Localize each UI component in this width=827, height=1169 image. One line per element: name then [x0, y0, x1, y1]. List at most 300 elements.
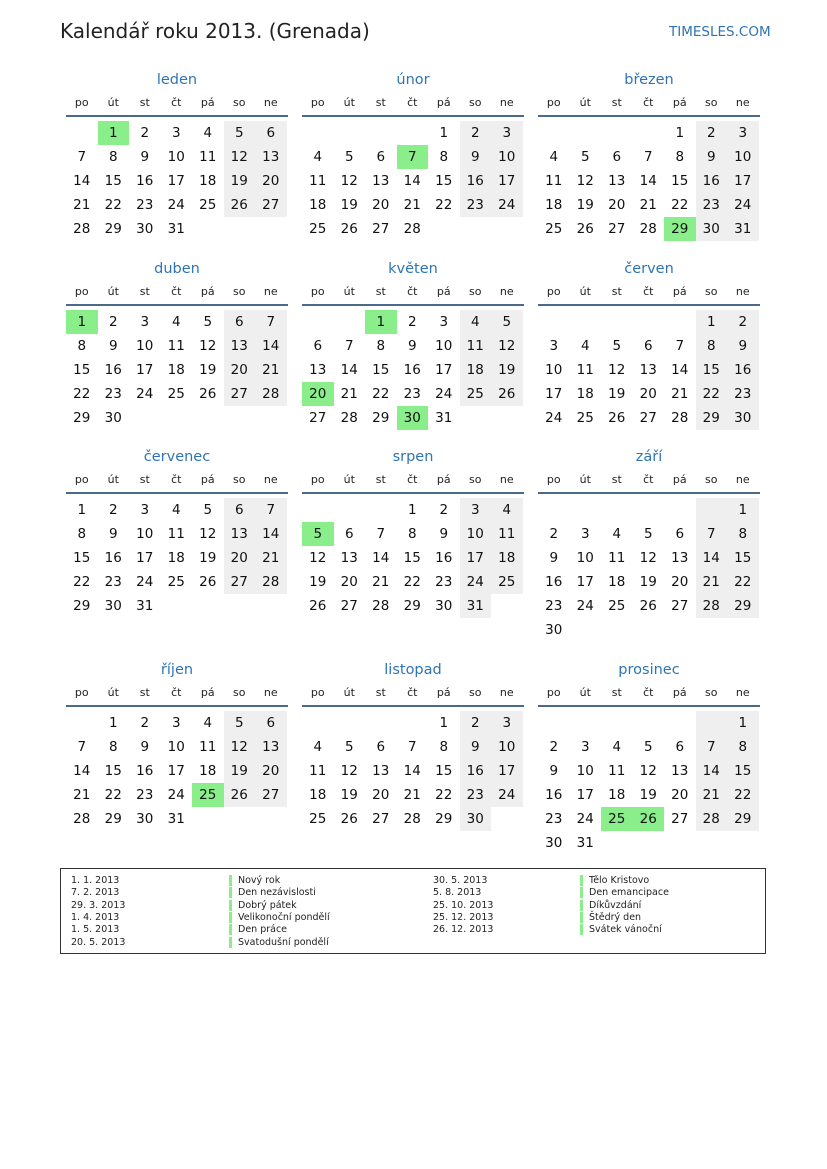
day-cell: 18 — [167, 550, 185, 566]
holiday-day-cell: 25 — [192, 783, 224, 807]
weekday-header: út — [107, 285, 119, 298]
holiday-day-cell: 1 — [98, 121, 130, 145]
day-cell: 31 — [576, 835, 594, 851]
header-rule — [66, 304, 288, 306]
day-cell: 16 — [545, 574, 563, 590]
legend-holiday-name: Dobrý pátek — [229, 900, 297, 911]
day-cell: 23 — [104, 574, 122, 590]
day-cell: 11 — [545, 173, 563, 189]
day-cell: 16 — [104, 362, 122, 378]
weekday-header: so — [705, 285, 718, 298]
day-cell: 9 — [407, 338, 417, 354]
day-cell: 2 — [108, 502, 118, 518]
day-cell: 23 — [460, 193, 492, 217]
holiday-legend — [60, 868, 766, 954]
month-name: září — [635, 449, 663, 465]
day-cell: 13 — [608, 173, 626, 189]
day-cell: 10 — [167, 739, 185, 755]
day-cell: 8 — [376, 338, 386, 354]
day-cell: 16 — [403, 362, 421, 378]
day-cell: 9 — [460, 735, 492, 759]
weekday-header: ne — [263, 473, 278, 486]
day-cell: 2 — [549, 526, 559, 542]
day-cell: 3 — [171, 125, 181, 141]
header-rule — [302, 492, 524, 494]
month-červenec — [66, 449, 288, 625]
day-cell: 12 — [309, 550, 327, 566]
day-cell: 3 — [439, 314, 449, 330]
day-cell: 6 — [224, 498, 256, 522]
day-cell: 17 — [460, 546, 492, 570]
weekday-header: čt — [643, 473, 654, 486]
day-cell: 5 — [344, 739, 354, 755]
day-cell: 11 — [309, 173, 327, 189]
day-cell: 7 — [675, 338, 685, 354]
day-cell: 4 — [171, 314, 181, 330]
day-cell: 3 — [460, 498, 492, 522]
day-cell: 19 — [199, 550, 217, 566]
weekday-header: ne — [499, 473, 514, 486]
day-cell: 2 — [696, 121, 728, 145]
day-cell: 11 — [576, 362, 594, 378]
day-cell: 24 — [167, 787, 185, 803]
day-cell: 11 — [309, 763, 327, 779]
day-cell: 12 — [340, 173, 358, 189]
day-cell: 23 — [435, 574, 453, 590]
weekday-header: po — [310, 473, 325, 486]
day-cell: 11 — [608, 763, 626, 779]
day-cell: 19 — [199, 362, 217, 378]
day-cell: 2 — [727, 310, 759, 334]
day-cell: 10 — [545, 362, 563, 378]
day-cell: 29 — [696, 406, 728, 430]
day-cell: 1 — [439, 125, 449, 141]
weekday-header: po — [74, 686, 89, 699]
weekday-header: so — [233, 473, 246, 486]
weekday-header: pá — [672, 96, 687, 109]
day-cell: 28 — [403, 811, 421, 827]
day-cell: 2 — [140, 125, 150, 141]
day-cell: 16 — [460, 759, 492, 783]
day-cell: 11 — [491, 522, 523, 546]
day-cell: 17 — [545, 386, 563, 402]
day-cell: 18 — [576, 386, 594, 402]
day-cell: 30 — [136, 221, 154, 237]
day-cell: 6 — [643, 338, 653, 354]
header-rule — [66, 705, 288, 707]
day-cell: 24 — [545, 410, 563, 426]
month-name: květen — [388, 261, 438, 277]
weekday-header: ne — [735, 686, 750, 699]
day-cell: 6 — [376, 149, 386, 165]
header-rule — [538, 304, 760, 306]
day-cell: 27 — [671, 811, 689, 827]
legend-date: 1. 1. 2013 — [71, 875, 120, 886]
day-cell: 12 — [608, 362, 626, 378]
day-cell: 15 — [435, 173, 453, 189]
day-cell: 21 — [73, 787, 91, 803]
legend-holiday-name: Den práce — [229, 924, 287, 935]
day-cell: 8 — [675, 149, 685, 165]
day-cell: 4 — [203, 125, 213, 141]
legend-date: 25. 12. 2013 — [433, 911, 494, 923]
header-rule — [302, 304, 524, 306]
day-cell: 1 — [696, 310, 728, 334]
weekday-header: po — [546, 96, 561, 109]
day-cell: 9 — [108, 338, 118, 354]
day-cell: 14 — [255, 334, 287, 358]
day-cell: 15 — [671, 173, 689, 189]
day-cell: 25 — [576, 410, 594, 426]
day-cell: 20 — [639, 386, 657, 402]
day-cell: 11 — [199, 149, 217, 165]
weekend-blank-cell — [696, 498, 728, 522]
weekday-header: pá — [436, 96, 451, 109]
day-cell: 10 — [727, 145, 759, 169]
weekday-header: st — [611, 686, 622, 699]
day-cell: 5 — [643, 526, 653, 542]
month-name: listopad — [384, 662, 442, 678]
legend-date: 7. 2. 2013 — [71, 887, 120, 899]
day-cell: 27 — [309, 410, 327, 426]
day-cell: 10 — [491, 735, 523, 759]
day-cell: 14 — [372, 550, 390, 566]
day-cell: 9 — [108, 526, 118, 542]
day-cell: 19 — [576, 197, 594, 213]
day-cell: 8 — [696, 334, 728, 358]
day-cell: 28 — [639, 221, 657, 237]
weekday-header: čt — [643, 285, 654, 298]
day-cell: 9 — [439, 526, 449, 542]
day-cell: 25 — [309, 221, 327, 237]
day-cell: 7 — [344, 338, 354, 354]
day-cell: 6 — [344, 526, 354, 542]
day-cell: 2 — [140, 715, 150, 731]
day-cell: 4 — [549, 149, 559, 165]
day-cell: 4 — [491, 498, 523, 522]
day-cell: 26 — [639, 598, 657, 614]
day-cell: 17 — [136, 550, 154, 566]
weekday-header: so — [705, 473, 718, 486]
day-cell: 12 — [340, 763, 358, 779]
day-cell: 14 — [340, 362, 358, 378]
weekday-header: út — [343, 686, 355, 699]
day-cell: 8 — [77, 338, 87, 354]
day-cell: 24 — [491, 783, 523, 807]
weekday-header: út — [343, 473, 355, 486]
weekday-header: pá — [436, 285, 451, 298]
day-cell: 22 — [435, 197, 453, 213]
day-cell: 26 — [309, 598, 327, 614]
day-cell: 6 — [313, 338, 323, 354]
holiday-day-cell: 1 — [66, 310, 98, 334]
day-cell: 27 — [372, 221, 390, 237]
day-cell: 22 — [696, 382, 728, 406]
day-cell: 3 — [580, 739, 590, 755]
page-title: Kalendář roku 2013. (Grenada) — [60, 19, 370, 43]
day-cell: 22 — [73, 386, 91, 402]
weekday-header: so — [469, 473, 482, 486]
day-cell: 22 — [104, 197, 122, 213]
day-cell: 21 — [340, 386, 358, 402]
weekday-header: ne — [263, 686, 278, 699]
day-cell: 27 — [639, 410, 657, 426]
month-říjen — [66, 662, 288, 838]
day-cell: 30 — [696, 217, 728, 241]
brand-link[interactable]: TIMESLES.COM — [669, 24, 771, 40]
day-cell: 27 — [372, 811, 390, 827]
day-cell: 25 — [608, 598, 626, 614]
day-cell: 23 — [403, 386, 421, 402]
day-cell: 23 — [460, 783, 492, 807]
weekday-header: pá — [200, 473, 215, 486]
day-cell: 31 — [727, 217, 759, 241]
day-cell: 29 — [104, 811, 122, 827]
weekday-header: po — [74, 473, 89, 486]
weekday-header: pá — [672, 285, 687, 298]
header-rule — [66, 115, 288, 117]
day-cell: 3 — [549, 338, 559, 354]
day-cell: 17 — [167, 173, 185, 189]
day-cell: 12 — [639, 763, 657, 779]
day-cell: 7 — [77, 149, 87, 165]
month-září — [538, 449, 760, 638]
month-name: únor — [396, 72, 430, 88]
day-cell: 11 — [167, 526, 185, 542]
day-cell: 12 — [224, 145, 256, 169]
weekday-header: po — [546, 686, 561, 699]
day-cell: 1 — [727, 711, 759, 735]
day-cell: 27 — [255, 783, 287, 807]
day-cell: 31 — [460, 594, 492, 618]
day-cell: 25 — [460, 382, 492, 406]
day-cell: 10 — [136, 338, 154, 354]
day-cell: 16 — [104, 550, 122, 566]
day-cell: 17 — [167, 763, 185, 779]
weekday-header: čt — [407, 686, 418, 699]
day-cell: 12 — [199, 526, 217, 542]
weekday-header: ne — [735, 473, 750, 486]
day-cell: 18 — [309, 787, 327, 803]
day-cell: 16 — [696, 169, 728, 193]
day-cell: 10 — [491, 145, 523, 169]
day-cell: 13 — [255, 735, 287, 759]
weekday-header: pá — [436, 686, 451, 699]
day-cell: 12 — [576, 173, 594, 189]
weekday-header: ne — [735, 285, 750, 298]
day-cell: 30 — [460, 807, 492, 831]
day-cell: 14 — [73, 763, 91, 779]
month-červen — [538, 261, 760, 437]
day-cell: 15 — [403, 550, 421, 566]
weekday-header: po — [310, 285, 325, 298]
day-cell: 7 — [407, 739, 417, 755]
day-cell: 13 — [639, 362, 657, 378]
day-cell: 30 — [545, 622, 563, 638]
day-cell: 18 — [608, 574, 626, 590]
day-cell: 12 — [199, 338, 217, 354]
day-cell: 6 — [224, 310, 256, 334]
weekday-header: so — [705, 686, 718, 699]
day-cell: 23 — [545, 598, 563, 614]
day-cell: 7 — [376, 526, 386, 542]
day-cell: 15 — [435, 763, 453, 779]
weekday-header: po — [74, 285, 89, 298]
day-cell: 3 — [580, 526, 590, 542]
month-prosinec — [538, 662, 760, 851]
weekday-header: so — [469, 686, 482, 699]
day-cell: 28 — [73, 811, 91, 827]
day-cell: 5 — [203, 502, 213, 518]
day-cell: 11 — [199, 739, 217, 755]
day-cell: 21 — [671, 386, 689, 402]
day-cell: 1 — [439, 715, 449, 731]
weekday-header: po — [74, 96, 89, 109]
day-cell: 4 — [612, 526, 622, 542]
day-cell: 6 — [675, 526, 685, 542]
day-cell: 21 — [403, 197, 421, 213]
day-cell: 14 — [639, 173, 657, 189]
day-cell: 20 — [224, 358, 256, 382]
month-leden — [66, 72, 288, 248]
day-cell: 28 — [340, 410, 358, 426]
header-rule — [66, 492, 288, 494]
day-cell: 2 — [460, 711, 492, 735]
day-cell: 9 — [140, 149, 150, 165]
day-cell: 19 — [608, 386, 626, 402]
day-cell: 26 — [491, 382, 523, 406]
day-cell: 22 — [435, 787, 453, 803]
legend-holiday-name: Díkůvzdání — [580, 900, 641, 911]
day-cell: 9 — [727, 334, 759, 358]
day-cell: 8 — [727, 522, 759, 546]
legend-date: 1. 5. 2013 — [71, 924, 120, 936]
header-rule — [302, 115, 524, 117]
day-cell: 23 — [696, 193, 728, 217]
legend-date: 5. 8. 2013 — [433, 887, 482, 899]
day-cell: 19 — [224, 759, 256, 783]
weekday-header: út — [579, 473, 591, 486]
day-cell: 5 — [224, 711, 256, 735]
day-cell: 18 — [167, 362, 185, 378]
day-cell: 26 — [576, 221, 594, 237]
day-cell: 8 — [77, 526, 87, 542]
day-cell: 6 — [612, 149, 622, 165]
day-cell: 20 — [224, 546, 256, 570]
day-cell: 29 — [435, 811, 453, 827]
day-cell: 24 — [727, 193, 759, 217]
weekday-header: po — [546, 285, 561, 298]
day-cell: 13 — [671, 550, 689, 566]
day-cell: 24 — [576, 598, 594, 614]
weekday-header: ne — [499, 96, 514, 109]
day-cell: 19 — [639, 574, 657, 590]
day-cell: 8 — [108, 739, 118, 755]
weekday-header: po — [310, 96, 325, 109]
day-cell: 23 — [136, 787, 154, 803]
month-name: březen — [624, 72, 674, 88]
day-cell: 8 — [727, 735, 759, 759]
weekday-header: ne — [499, 285, 514, 298]
weekday-header: pá — [200, 686, 215, 699]
weekday-header: so — [233, 96, 246, 109]
day-cell: 25 — [167, 386, 185, 402]
weekday-header: út — [343, 96, 355, 109]
weekday-header: st — [139, 686, 150, 699]
month-name: červenec — [143, 449, 211, 465]
day-cell: 20 — [340, 574, 358, 590]
holiday-day-cell: 20 — [302, 382, 334, 406]
day-cell: 21 — [255, 546, 287, 570]
day-cell: 20 — [372, 787, 390, 803]
day-cell: 13 — [224, 522, 256, 546]
legend-holiday-name: Velikonoční pondělí — [229, 912, 330, 923]
day-cell: 21 — [403, 787, 421, 803]
day-cell: 29 — [403, 598, 421, 614]
day-cell: 21 — [696, 570, 728, 594]
day-cell: 25 — [491, 570, 523, 594]
day-cell: 15 — [727, 546, 759, 570]
day-cell: 7 — [255, 310, 287, 334]
weekday-header: čt — [171, 96, 182, 109]
day-cell: 12 — [224, 735, 256, 759]
weekday-header: st — [375, 473, 386, 486]
weekday-header: pá — [200, 96, 215, 109]
day-cell: 26 — [224, 193, 256, 217]
day-cell: 1 — [108, 715, 118, 731]
day-cell: 3 — [491, 121, 523, 145]
day-cell: 23 — [727, 382, 759, 406]
month-květen — [302, 261, 524, 437]
day-cell: 6 — [255, 711, 287, 735]
day-cell: 8 — [439, 149, 449, 165]
month-únor — [302, 72, 524, 248]
holiday-day-cell: 1 — [365, 310, 397, 334]
day-cell: 9 — [696, 145, 728, 169]
day-cell: 21 — [73, 197, 91, 213]
day-cell: 2 — [108, 314, 118, 330]
day-cell: 17 — [491, 169, 523, 193]
weekday-header: pá — [436, 473, 451, 486]
legend-holiday-name: Den nezávislosti — [229, 887, 316, 898]
legend-date: 26. 12. 2013 — [433, 924, 494, 936]
day-cell: 6 — [255, 121, 287, 145]
day-cell: 4 — [612, 739, 622, 755]
day-cell: 17 — [576, 574, 594, 590]
weekday-header: út — [107, 473, 119, 486]
day-cell: 15 — [372, 362, 390, 378]
day-cell: 14 — [696, 759, 728, 783]
day-cell: 18 — [460, 358, 492, 382]
day-cell: 24 — [491, 193, 523, 217]
day-cell: 4 — [313, 149, 323, 165]
day-cell: 13 — [372, 173, 390, 189]
month-name: prosinec — [618, 662, 680, 678]
day-cell: 24 — [435, 386, 453, 402]
day-cell: 29 — [104, 221, 122, 237]
holiday-day-cell: 29 — [664, 217, 696, 241]
weekday-header: út — [579, 96, 591, 109]
month-name: srpen — [392, 449, 434, 465]
day-cell: 3 — [140, 314, 150, 330]
day-cell: 23 — [545, 811, 563, 827]
weekday-header: st — [139, 96, 150, 109]
month-duben — [66, 261, 288, 437]
day-cell: 6 — [675, 739, 685, 755]
day-cell: 5 — [203, 314, 213, 330]
weekday-header: pá — [672, 686, 687, 699]
day-cell: 1 — [77, 502, 87, 518]
